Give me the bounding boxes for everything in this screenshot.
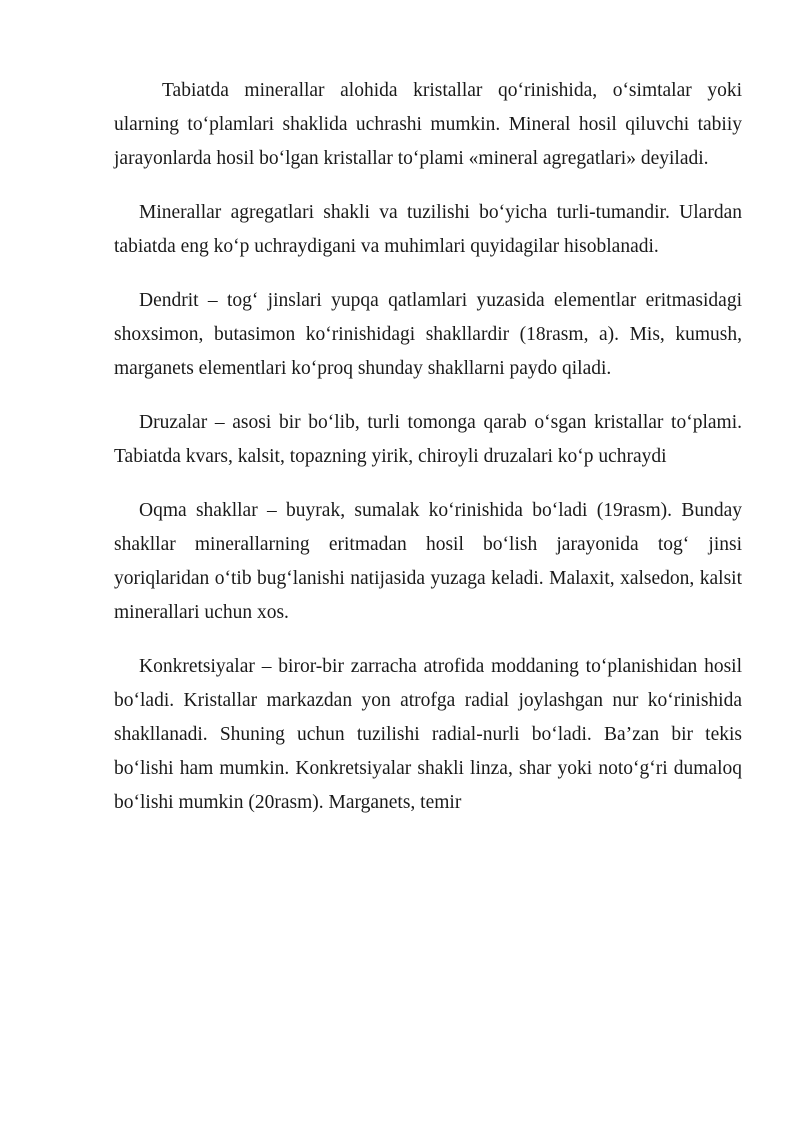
paragraph-mineral-aggregates-intro: Tabiatda minerallar alohida kristallar qo‘rinishida, o‘simtalar yoki ularning to‘plamlari shaklida uchrashi mumkin. Mineral hosil qiluvchi tabiiy jarayonlarda hosil bo‘lgan kristallar to‘plami «mineral agregatlari» deyiladi. <box>114 80 742 169</box>
paragraph-aggregate-shapes: Minerallar agregatlari shakli va tuzilishi bo‘yicha turli-tumandir. Ulardan tabiatda eng ko‘p uchraydigani va muhimlari quyidagilar hisoblanadi. <box>114 202 742 257</box>
paragraph-concretions: Konkretsiyalar – biror-bir zarracha atrofida moddaning to‘planishidan hosil bo‘ladi. Kristallar markazdan yon atrofga radial joylashgan nur ko‘rinishida shakllanadi. Shuning uchun tuzilishi radial-nurli bo‘ladi. Ba’zan bir tekis bo‘lishi ham mumkin. Konkretsiyalar shakli linza, shar yoki noto‘g‘ri dumaloq bo‘lishi mumkin (20rasm). Marganets, temir <box>114 656 742 813</box>
body-text <box>114 74 742 840</box>
paragraph-flow-forms: Oqma shakllar – buyrak, sumalak ko‘rinishida bo‘ladi (19rasm). Bunday shakllar minerallarning eritmadan hosil bo‘lish jarayonida tog‘ jinsi yoriqlaridan o‘tib bug‘lanishi natijasida yuzaga keladi. Malaxit, xalsedon, kalsit minerallari uchun xos. <box>114 500 742 623</box>
paragraph-dendrite: Dendrit – tog‘ jinslari yupqa qatlamlari yuzasida elementlar eritmasidagi shoxsimon, butasimon ko‘rinishidagi shakllardir (18rasm, a). Mis, kumush, marganets elementlari ko‘proq shunday shakllarni paydo qiladi. <box>114 290 742 379</box>
paragraph-druse: Druzalar – asosi bir bo‘lib, turli tomonga qarab o‘sgan kristallar to‘plami. Tabiatda kvars, kalsit, topazning yirik, chiroyli druzalari ko‘p uchraydi <box>114 412 742 467</box>
